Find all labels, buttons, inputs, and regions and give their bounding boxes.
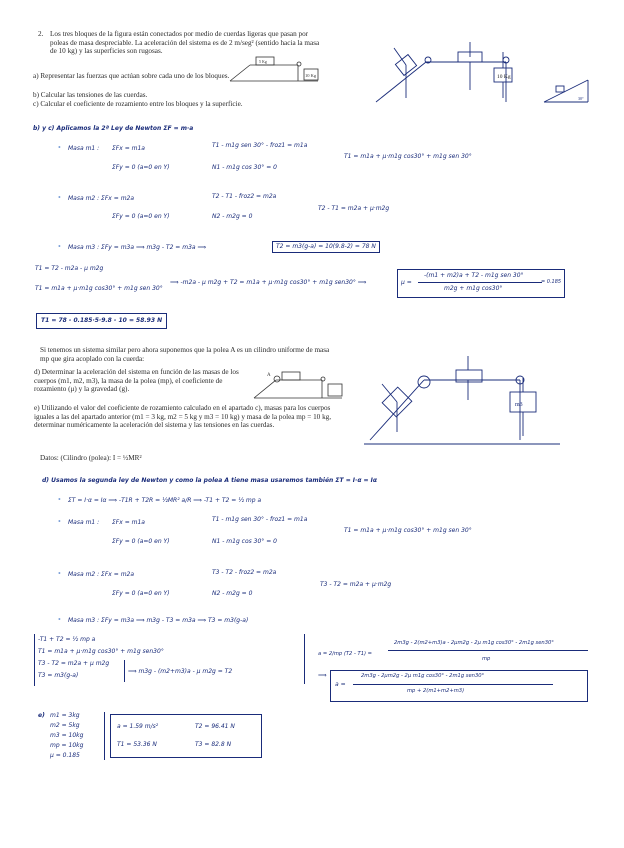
- mu-denominator: m2g + m1g cos30°: [444, 285, 503, 292]
- item-label: b): [33, 91, 39, 99]
- a-denominator-2: mp + 2(m1+m2+m3): [407, 688, 465, 694]
- force-diagram-2: [360, 352, 580, 448]
- fraction-bar: [388, 650, 588, 651]
- item-text: Representar las fuerzas que actúan sobre cada uno de los bloques.: [40, 72, 230, 80]
- given-value: mp = 10kg: [50, 742, 84, 749]
- given-value: μ = 0.185: [50, 752, 80, 759]
- fraction-bar: [418, 282, 542, 283]
- item-text: Calcular las tensiones de las cuerdas.: [40, 91, 148, 99]
- implies-arrow: ⟹: [318, 672, 327, 679]
- item-label: d): [34, 368, 40, 376]
- m2-label: Masa m2 : ΣFx = m2a: [68, 571, 135, 578]
- bullet-icon: •: [58, 143, 61, 152]
- m1-eqx: T1 - m1g sen 30° - froz1 = m1a: [212, 142, 308, 149]
- m1-sumx: ΣFx = m1a: [112, 519, 145, 526]
- fig-mass-label: 10 Kg: [305, 73, 317, 78]
- item-text: Calcular el coeficiente de rozamiento entre los bloques y la superficie.: [40, 100, 243, 108]
- mu-prefix: μ =: [401, 279, 412, 286]
- datos: Datos: (Cilindro (polea): I = ½MR²: [40, 454, 142, 462]
- system-eq: T1 = m1a + μ·m1g cos30° + m1g sen30°: [38, 648, 164, 655]
- mu-value: = 0.185: [541, 279, 562, 285]
- item-d: [34, 368, 244, 394]
- item-label: a): [33, 72, 39, 80]
- system-brace: [34, 634, 35, 686]
- m1-sumx: ΣFx = m1a: [112, 145, 145, 152]
- results-box: [110, 714, 262, 758]
- m2-label: Masa m2 : ΣFx = m2a: [68, 195, 135, 202]
- m2-result: T3 - T2 = m2a + μ·m2g: [320, 581, 392, 588]
- result-value: T2 = 96.41 N: [195, 723, 235, 730]
- solution-e-label: e): [38, 712, 45, 719]
- bullet-icon: •: [58, 495, 61, 504]
- bullet-icon: •: [58, 615, 61, 624]
- m2-eqx: T3 - T2 - froz2 = m2a: [212, 569, 277, 576]
- given-value: m3 = 10kg: [50, 732, 84, 739]
- m1-eqy: N1 - m1g cos 30° = 0: [212, 538, 277, 545]
- mu-numerator: -(m1 + m2)a + T2 - m1g sen 30°: [424, 272, 524, 279]
- m1-sumy: ΣFy = 0 (a=0 en Y): [112, 538, 170, 545]
- part2-intro: Si tenemos un sistema similar pero ahora suponemos que la polea A es un cilindro uniforme de masa mp que gira acoplado con la cuerda:: [40, 346, 330, 363]
- item-text: Utilizando el valor del coeficiente de rozamiento calculado en el apartado c), masas para los cuerpos iguales a las del apartado anterior (m1 = 3 kg, m2 = 5 kg y m3 = 10 kg) y masa de la polea mp = 10 kg, determinar numéricamente la aceleración del sistema y las tensiones en las cuerdas.: [34, 404, 332, 430]
- item-c: [33, 100, 323, 109]
- results-divider: [104, 712, 105, 760]
- m2-result: T2 - T1 = m2a + μ·m2g: [318, 205, 390, 212]
- bullet-icon: •: [58, 569, 61, 578]
- fraction-bar: [353, 684, 553, 685]
- m1-label: Masa m1 :: [68, 519, 100, 526]
- result-value: T1 = 53.36 N: [117, 741, 157, 748]
- item-text: Determinar la aceleración del sistema en función de las masas de los cuerpos (m1, m2, m3), la masa de la polea (mp), el coeficiente de rozamiento (μ) y la gravedad (g).: [34, 368, 239, 394]
- m1-eqy: N1 - m1g cos 30° = 0: [212, 164, 277, 171]
- a-denominator-1: mp: [482, 656, 491, 662]
- problem-figure-2: [252, 368, 344, 400]
- m2-sumy: ΣFy = 0 (a=0 en Y): [112, 590, 170, 597]
- solution-bc-heading: b) y c) Aplicamos la 2ª Ley de Newton ΣF = m·a: [33, 125, 194, 132]
- m1-result: T1 = m1a + μ·m1g cos30° + m1g sen 30°: [344, 527, 472, 534]
- t1-final: T1 = 78 - 0.185·5·9.8 - 10 = 58.93 N: [36, 313, 167, 329]
- m2-eqx: T2 - T1 - froz2 = m2a: [212, 193, 277, 200]
- item-label: c): [33, 100, 39, 108]
- mu-result-box: [397, 269, 565, 298]
- item-b: [33, 91, 303, 100]
- m1-result: T1 = m1a + μ·m1g cos30° + m1g sen 30°: [344, 153, 472, 160]
- result-value: T3 = 82.8 N: [195, 741, 232, 748]
- item-label: e): [34, 404, 40, 412]
- a-numerator-2: 2m3g - 2μm2g - 2μ m1g cos30° - 2m1g sen30°: [361, 673, 485, 679]
- result-value: a = 1.59 m/s²: [117, 723, 159, 730]
- system-divider: [124, 660, 125, 682]
- bullet-icon: •: [58, 242, 61, 251]
- fig-mass-label: m3: [515, 402, 523, 408]
- t1-line-2: T1 = m1a + μ·m1g cos30° + m1g sen 30°: [35, 285, 163, 292]
- bullet-icon: •: [58, 193, 61, 202]
- given-value: m1 = 3kg: [50, 712, 80, 719]
- m2-eqy: N2 - m2g = 0: [212, 213, 253, 220]
- m1-sumy: ΣFy = 0 (a=0 en Y): [112, 164, 170, 171]
- a-result-box: [330, 670, 588, 702]
- fig-mass-label: 5 Kg: [259, 59, 267, 64]
- m2-eqy: N2 - m2g = 0: [212, 590, 253, 597]
- torque-eq: ΣT = I·α = Iα ⟹ -T1R + T2R = ½MR² a/R ⟹ -T1 + T2 = ½ mp a: [68, 497, 262, 504]
- t2-result: T2 = m3(g-a) = 10(9.8-2) = 78 N: [272, 241, 380, 253]
- force-diagram-1: [366, 40, 606, 108]
- mu-derivation: ⟹ -m2a - μ m2g + T2 = m1a + μ·m1g cos30° + m1g sen30° ⟹: [170, 279, 367, 286]
- system-eq: T3 - T2 = m2a + μ m2g: [38, 660, 110, 667]
- system-result: ⟹ m3g - (m2+m3)a - μ m2g = T2: [128, 668, 233, 675]
- m3-text: Masa m3 : ΣFy = m3a ⟹ m3g - T3 = m3a ⟹ T3 = m3(g-a): [68, 617, 249, 624]
- a-prefix: a =: [335, 681, 346, 688]
- fig-angle-label: 30°: [578, 96, 584, 101]
- m1-eqx: T1 - m1g sen 30° - froz1 = m1a: [212, 516, 308, 523]
- system-divider: [304, 634, 305, 684]
- solution-d-heading: d) Usamos la segunda ley de Newton y como la polea A tiene masa usaremos también ΣT = I·α = Iα: [42, 477, 377, 484]
- item-e: [34, 404, 346, 430]
- system-eq: -T1 + T2 = ½ mp a: [38, 636, 96, 643]
- m3-text: Masa m3 : ΣFy = m3a ⟹ m3g - T2 = m3a ⟹: [68, 244, 207, 251]
- item-a: [33, 72, 233, 81]
- bullet-icon: •: [58, 517, 61, 526]
- system-eq: T3 = m3(g-a): [38, 672, 79, 679]
- problem-statement: Los tres bloques de la figura están conectados por medio de cuerdas ligeras que pasan por poleas de masa despreciable. La aceleración del sistema es de 2 m/seg² (sentido hacia la masa de 10 kg) y las superficies son rugosas.: [50, 30, 320, 56]
- problem-number: 2.: [38, 30, 44, 38]
- a-numerator-1: 2m3g - 2(m2+m3)a - 2μm2g - 2μ m1g cos30° - 2m1g sen30°: [394, 640, 554, 646]
- m2-sumy: ΣFy = 0 (a=0 en Y): [112, 213, 170, 220]
- problem-figure: [228, 55, 320, 83]
- t1-line-1: T1 = T2 - m2a - μ m2g: [35, 265, 104, 272]
- m1-label: Masa m1 :: [68, 145, 100, 152]
- pulley-label: A: [267, 373, 271, 378]
- fig-mass-label: 10 Kg: [497, 74, 511, 80]
- given-value: m2 = 5kg: [50, 722, 80, 729]
- a-lhs: a = 2/mp (T2 - T1) =: [318, 651, 373, 657]
